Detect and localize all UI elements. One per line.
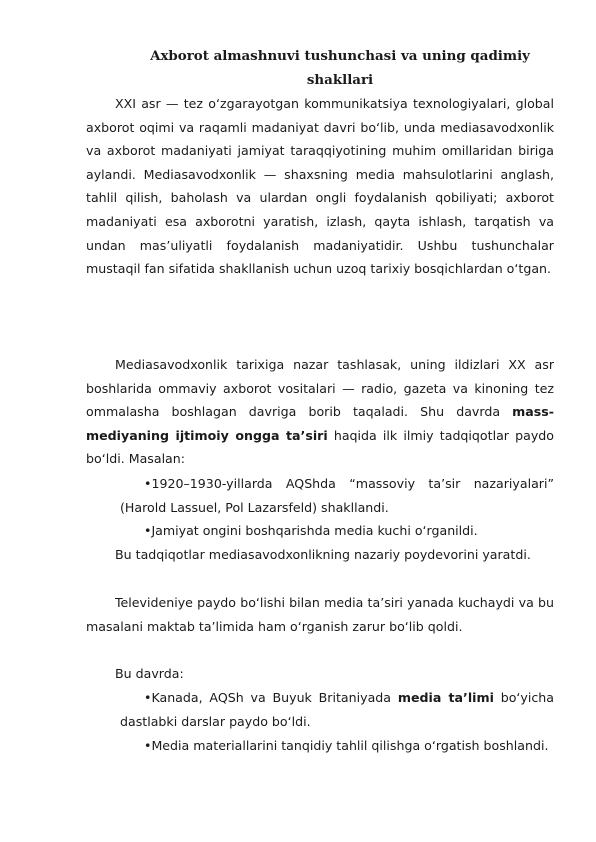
bullet-dot: • <box>144 738 152 753</box>
bullet-dot: • <box>144 690 152 705</box>
document-title <box>86 44 554 92</box>
paragraph-intro: XXI asr — tez o‘zgarayotgan kommunikatsiya texnologiyalari, global axborot oqimi va raqamli madaniyat davri bo‘lib, unda mediasavodxonlik va axborot madaniyati jamiyat taraqqiyotining muhim omillaridan biriga aylandi. Mediasavodxonlik — shaxsning media mahsulotlarini anglash, tahlil qilish, baholash va ulardan ongli foydalanish qobiliyati; axborot madaniyati esa axborotni yaratish, izlash, qayta ishlash, tarqatish va undan mas’uliyatli foydalanish madaniyatidir. Ushbu tushunchalar mustaqil fan sifatida shakllanish uchun uzoq tarixiy bosqichlardan o‘tgan. <box>86 96 554 277</box>
bullet-text: Media materiallarini tanqidiy tahlil qilishga o‘rgatish boshlandi. <box>151 738 549 753</box>
paragraph-history-end: haqida ilk ilmiy tadqiqotlar paydo bo‘ldi. Masalan: <box>86 427 554 467</box>
bullet-item <box>120 472 554 519</box>
paragraph-history <box>86 353 554 471</box>
bullet-item <box>120 686 554 733</box>
bullet-item <box>120 519 554 543</box>
bullet-text-end: bo‘yicha dastlabki darslar paydo bo‘ldi. <box>120 690 554 729</box>
paragraph-history-start: Mediasavodxonlik tarixiga nazar tashlasak, uning ildizlari XX asr boshlarida ommaviy axborot vositalari — radio, gazeta va kinoning tez ommalasha boshlagan davriga borib taqaladi. Shu davrda <box>86 357 554 420</box>
bullet-text: Jamiyat ongini boshqarishda media kuchi o‘rganildi. <box>151 523 478 538</box>
paragraph-television: Televideniye paydo bo‘lishi bilan media ta’siri yanada kuchaydi va bu masalani maktab ta’limida ham o‘rganish zarur bo‘lib qoldi. <box>86 595 554 634</box>
bullet-item <box>120 734 554 758</box>
bullet-dot: • <box>144 476 152 491</box>
paragraph-history-bold: mass-mediyaning ijtimoiy ongga ta’siri <box>86 404 554 443</box>
bullet-text: 1920–1930-yillarda AQShda “massoviy ta’sir nazariyalari” (Harold Lassuel, Pol Lazarsfeld) shakllandi. <box>120 476 554 515</box>
title-line-1: Axborot almashnuvi tushunchasi va uning qadimiy <box>150 48 530 64</box>
bullet-text-bold: media ta’limi <box>397 690 494 705</box>
bullet-text-start: Kanada, AQSh va Buyuk Britaniyada <box>151 690 398 705</box>
paragraph-foundation: Bu tadqiqotlar mediasavodxonlikning nazariy poydevorini yaratdi. <box>115 547 531 562</box>
paragraph-period: Bu davrda: <box>115 666 184 681</box>
bullet-dot: • <box>144 523 152 538</box>
title-line-2: shakllari <box>306 72 374 88</box>
